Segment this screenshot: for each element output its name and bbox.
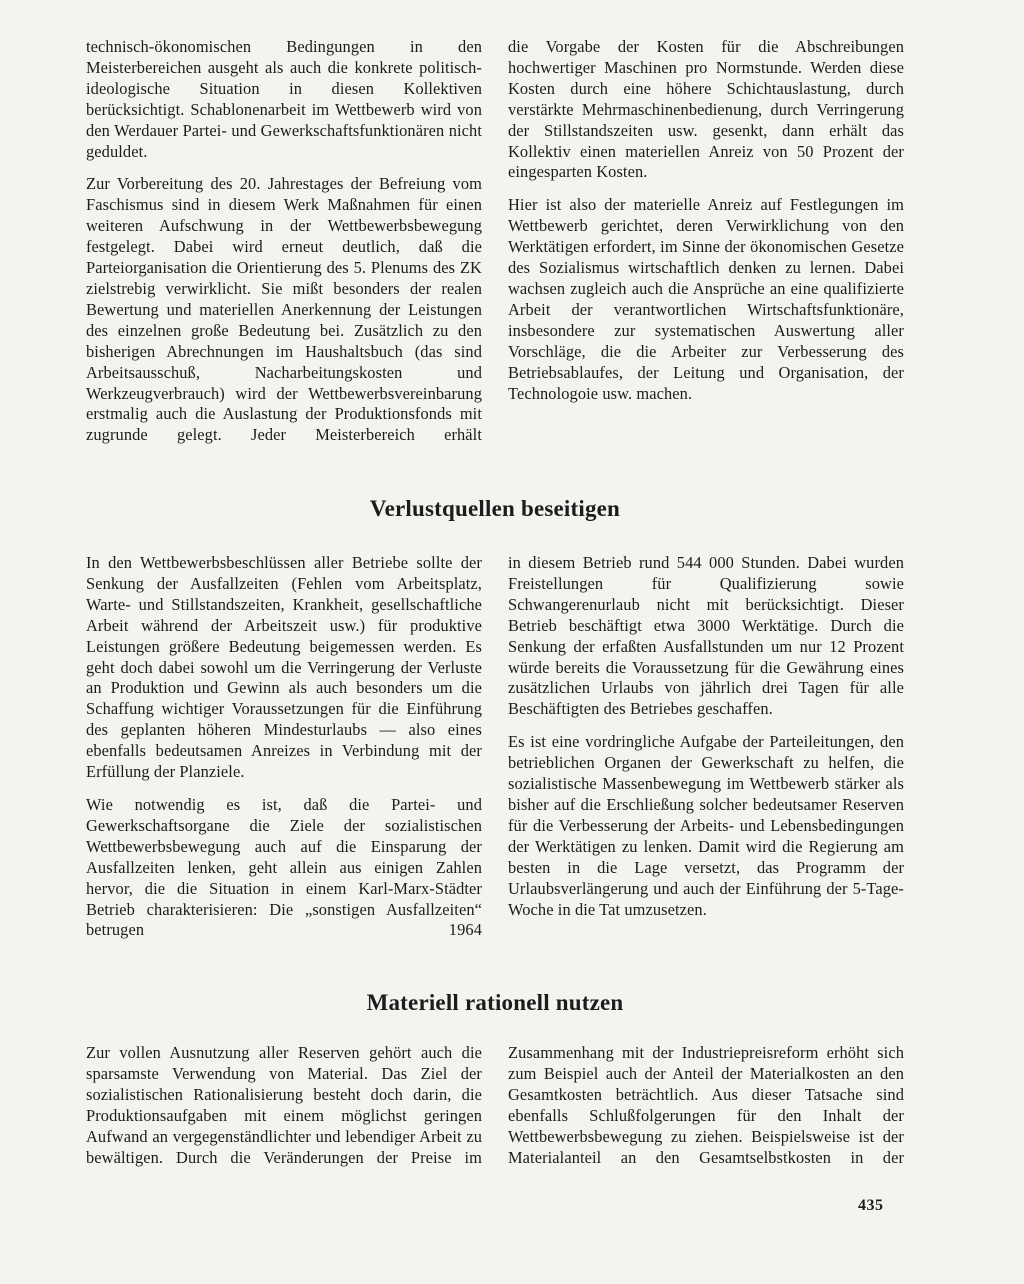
paragraph: Wie notwendig es ist, daß die Partei- und Gewerkschaftsorgane die Ziele der sozialistischen Wettbewerbsbewegung auch auf die Einsparung der Ausfallzeiten lenken, geht allein aus einigen Zahlen hervor, die die Situation in einem Karl-Marx-Städter Betrieb charakterisieren: Die „sonstigen Ausfallzeiten“ betrugen 1964 — [86, 794, 482, 940]
column-left — [86, 37, 482, 446]
column-right — [508, 553, 904, 941]
paragraph: Zusammenhang mit der Industriepreisreform erhöht sich zum Beispiel auch der Anteil der Materialkosten an den Gesamtkosten beträchtlich. Aus dieser Tatsache sind ebenfalls Schlußfolgerungen für den Inhalt der Wettbewerbsbewegung zu ziehen. Beispielsweise ist der Materialanteil an den Gesamtselbstkosten in der — [508, 1043, 904, 1167]
section-heading: Materiell rationell nutzen — [366, 990, 624, 1015]
section-material — [86, 1043, 904, 1168]
column-left — [86, 1043, 482, 1168]
column-left — [86, 553, 482, 941]
paragraph: Zur vollen Ausnutzung aller Reserven gehört auch die sparsamste Verwendung von Material. Das Ziel der sozialistischen Rationalisierung besteht doch darin, die Produktionsaufgaben mit einem möglichst geringen Aufwand an vergegenständlichter und lebendiger Arbeit zu bewältigen. Durch die Veränderungen der Preise im — [86, 1043, 482, 1167]
paragraph: In den Wettbewerbsbeschlüssen aller Betriebe sollte der Senkung der Ausfallzeiten (Fehlen vom Arbeitsplatz, Warte- und Stillstandszeiten, Krankheit, gesellschaftliche Arbeit während der Arbeitszeit usw.) für produktive Leistungen größere Bedeutung beigemessen werden. Es geht doch dabei sowohl um die Verringerung der Verluste an Produktion und Gewinn als auch besonders um die Schaffung wichtiger Voraussetzungen für die Einführung des geplanten höheren Mindesturlaubs — also eines ebenfalls bedeutsamen Anreizes in Verbindung mit der Erfüllung der Planziele. — [86, 553, 482, 782]
paragraph: in diesem Betrieb rund 544 000 Stunden. Dabei wurden Freistellungen für Qualifizierung sowie Schwangerenurlaub nicht mit berücksichtigt. Dieser Betrieb beschäftigt etwa 3000 Werktätige. Durch die Senkung der erfaßten Ausfallstunden um nur 12 Prozent würde bereits die Voraussetzung für die Gewährung eines zusätzlichen Urlaubs von jährlich drei Tagen für alle Beschäftigten des Betriebes geschaffen. — [508, 553, 904, 719]
paragraph: Es ist eine vordringliche Aufgabe der Parteileitungen, den betrieblichen Organen der Gewerkschaft zu helfen, die sozialistische Massenbewegung im Wettbewerb stärker als bisher auf die Erschließung solcher bedeutsamer Reserven für die Verbesserung der Arbeits- und Lebensbedingungen der Werktätigen zu lenken. Damit wird die Regierung am besten in die Lage versetzt, das Programm der Urlaubsverlängerung und auch der Einführung der 5-Tage-Woche in die Tat umzusetzen. — [508, 732, 904, 919]
column-right — [508, 1043, 904, 1168]
paragraph: die Vorgabe der Kosten für die Abschreibungen hochwertiger Maschinen pro Normstunde. Werden diese Kosten durch eine höhere Schichtauslastung, durch verstärkte Mehrmaschinenbedienung, durch Verringerung der Stillstandszeiten usw. gesenkt, dann erhält das Kollektiv einen materiellen Anreiz von 50 Prozent der eingesparten Kosten. — [508, 37, 904, 182]
column-right — [508, 37, 904, 446]
section-verlustquellen — [86, 553, 904, 941]
section-heading: Verlustquellen beseitigen — [369, 496, 621, 521]
page-number: 435 — [858, 1197, 884, 1214]
paragraph: technisch-ökonomischen Bedingungen in den Meisterbereichen ausgeht als auch die konkrete politisch-ideologische Situation in diesen Kollektiven berücksichtigt. Schablonenarbeit im Wettbewerb wird von den Werdauer Partei- und Gewerkschaftsfunktionären nicht geduldet. — [86, 37, 482, 161]
paragraph: Zur Vorbereitung des 20. Jahrestages der Befreiung vom Faschismus sind in diesem Werk Maßnahmen für einen weiteren Aufschwung in der Wettbewerbsbewegung festgelegt. Dabei wird erneut deutlich, daß die Parteiorganisation die Orientierung des 5. Plenums des ZK zielstrebig verwirklicht. Sie mißt besonders der realen Bewertung und materiellen Anerkennung der Leistungen des einzelnen große Bedeutung bei. Zusätzlich zu den bisherigen Abrechnungen im Haushaltsbuch (das sind Arbeitsausschuß, Nacharbeitungskosten und Werkzeugverbrauch) wird der Wettbewerbsvereinbarung erstmalig auch die Auslastung der Produktionsfonds mit zugrunde gelegt. Jeder Meisterbereich erhält — [86, 174, 482, 445]
paragraph: Hier ist also der materielle Anreiz auf Festlegungen im Wettbewerb gerichtet, deren Verwirklichung von den Werktätigen erfordert, im Sinne der ökonomischen Gesetze des Sozialismus wirtschaftlich denken zu lernen. Dabei wachsen zugleich auch die Ansprüche an eine qualifizierte Arbeit der verantwortlichen Wirtschaftsfunktionäre, insbesondere zur systematischen Auswertung aller Vorschläge, die die Arbeiter zur Verbesserung des Betriebsablaufes, der Leitung und Organisation, der Technologoie usw. machen. — [508, 195, 904, 403]
section-intro — [86, 37, 904, 446]
